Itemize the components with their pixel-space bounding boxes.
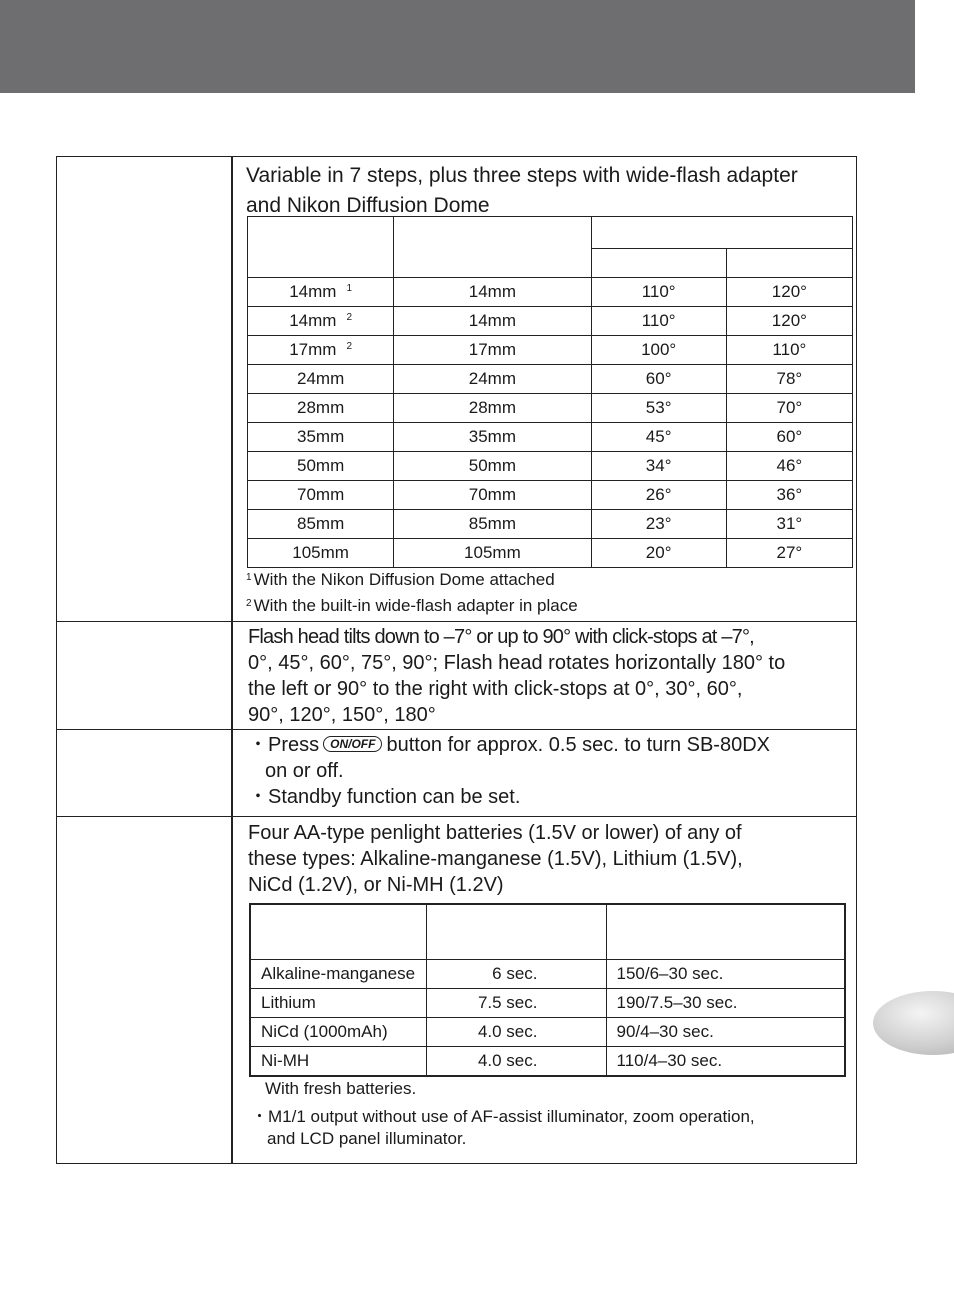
cell [248, 539, 394, 568]
coverage-intro-line: and Nikon Diffusion Dome [246, 194, 490, 217]
coverage-row [248, 481, 853, 510]
cell: 24mm [394, 365, 591, 394]
header-band [0, 0, 915, 93]
coverage-row [248, 394, 853, 423]
cell: 60° [591, 365, 726, 394]
power-line [248, 732, 856, 758]
cell-text: 28mm [297, 398, 345, 417]
cell: 60° [726, 423, 852, 452]
coverage-row [248, 539, 853, 568]
cell: 7.5 sec. [427, 989, 606, 1018]
note-text: M1/1 output without use of AF-assist illuminator, zoom operation, [268, 1107, 755, 1126]
tilt-line: Flash head tilts down to –7° or up to 90° with click-stops at –7°, [248, 626, 754, 648]
standby-line [248, 784, 856, 810]
cell: 35mm [394, 423, 591, 452]
tilt-line: 90°, 120°, 150°, 180° [248, 704, 436, 726]
cell [248, 336, 394, 365]
cell [248, 452, 394, 481]
cell [248, 394, 394, 423]
header-cell [591, 217, 852, 249]
battery-line: these types: Alkaline-manganese (1.5V), Lithium (1.5V), [248, 848, 743, 870]
cell-text: 85mm [297, 514, 345, 533]
cell: 150/6–30 sec. [606, 960, 845, 989]
cell-text: 17mm [289, 340, 337, 359]
battery-description [248, 820, 856, 898]
power-line: on or off. [265, 760, 344, 782]
footnote-ref: 2 [346, 312, 353, 323]
coverage-table [247, 216, 853, 568]
header-cell [394, 217, 591, 278]
header-cell [248, 217, 394, 278]
cell: 28mm [394, 394, 591, 423]
cell: Lithium [250, 989, 427, 1018]
coverage-row [248, 452, 853, 481]
cell-text: 50mm [297, 456, 345, 475]
cell [248, 423, 394, 452]
row-divider [57, 621, 856, 622]
cell: 14mm [394, 278, 591, 307]
footnote-2 [246, 596, 578, 616]
cell: 100° [591, 336, 726, 365]
cell: 90/4–30 sec. [606, 1018, 845, 1047]
cell-text: 35mm [297, 427, 345, 446]
header-cell [591, 249, 726, 278]
cell: 110° [726, 336, 852, 365]
header-cell [726, 249, 852, 278]
cell: 110° [591, 278, 726, 307]
bullet: ・ [248, 734, 268, 756]
coverage-intro-line: Variable in 7 steps, plus three steps with wide-flash adapter [246, 164, 798, 187]
coverage-row [248, 510, 853, 539]
spec-table [56, 156, 857, 1164]
cell: 36° [726, 481, 852, 510]
cell: 23° [591, 510, 726, 539]
coverage-row [248, 423, 853, 452]
cell: 34° [591, 452, 726, 481]
cell: 6 sec. [427, 960, 606, 989]
cell: 85mm [394, 510, 591, 539]
power-description [248, 732, 856, 810]
footnote-text: With the Nikon Diffusion Dome attached [253, 570, 555, 589]
cell [248, 278, 394, 307]
column-divider [231, 157, 233, 1163]
cell [248, 365, 394, 394]
footnote-text: With the built-in wide-flash adapter in place [253, 596, 578, 615]
cell: 4.0 sec. [427, 1018, 606, 1047]
footnote-1 [246, 570, 555, 590]
coverage-header-row [248, 217, 853, 249]
side-tab-marker [873, 991, 954, 1055]
header-cell [250, 904, 427, 960]
row-divider [57, 729, 856, 730]
battery-row [250, 1018, 845, 1047]
tilt-line: 0°, 45°, 60°, 75°, 90°; Flash head rotates horizontally 180° to [248, 652, 786, 674]
cell-text: 105mm [292, 543, 349, 562]
cell: 105mm [394, 539, 591, 568]
cell-text: 14mm [289, 311, 337, 330]
header-cell [427, 904, 606, 960]
cell: 31° [726, 510, 852, 539]
cell [248, 307, 394, 336]
battery-line: NiCd (1.2V), or Ni-MH (1.2V) [248, 874, 504, 896]
cell: 17mm [394, 336, 591, 365]
battery-row [250, 1047, 845, 1077]
battery-line: Four AA-type penlight batteries (1.5V or lower) of any of [248, 822, 742, 844]
power-text: button for approx. 0.5 sec. to turn SB-80DX [386, 734, 770, 756]
cell: Ni-MH [250, 1047, 427, 1077]
tilt-description [248, 624, 856, 728]
cell: 110/4–30 sec. [606, 1047, 845, 1077]
cell [248, 481, 394, 510]
coverage-intro [246, 161, 798, 221]
cell: 45° [591, 423, 726, 452]
cell: NiCd (1000mAh) [250, 1018, 427, 1047]
cell: 70° [726, 394, 852, 423]
battery-note: With fresh batteries. [265, 1079, 417, 1098]
cell: Alkaline-manganese [250, 960, 427, 989]
battery-note-2 [251, 1106, 755, 1150]
cell: 26° [591, 481, 726, 510]
cell: 110° [591, 307, 726, 336]
cell: 78° [726, 365, 852, 394]
cell: 20° [591, 539, 726, 568]
press-label: Press [268, 734, 320, 756]
cell: 120° [726, 307, 852, 336]
footnote-ref: 1 [346, 283, 353, 294]
cell: 70mm [394, 481, 591, 510]
coverage-row [248, 336, 853, 365]
bullet: ・ [251, 1107, 268, 1126]
coverage-row [248, 365, 853, 394]
note-text: and LCD panel illuminator. [267, 1129, 467, 1148]
bullet: ・ [248, 786, 268, 808]
footnote-ref: 2 [346, 341, 353, 352]
coverage-row [248, 307, 853, 336]
cell-text: 70mm [297, 485, 345, 504]
battery-row [250, 989, 845, 1018]
cell: 4.0 sec. [427, 1047, 606, 1077]
cell: 190/7.5–30 sec. [606, 989, 845, 1018]
cell [248, 510, 394, 539]
coverage-row [248, 278, 853, 307]
cell: 120° [726, 278, 852, 307]
footnote-number: 1 [246, 572, 252, 583]
row-divider [57, 816, 856, 817]
cell-text: 24mm [297, 369, 345, 388]
cell: 46° [726, 452, 852, 481]
header-cell [606, 904, 845, 960]
cell: 50mm [394, 452, 591, 481]
tilt-line: the left or 90° to the right with click-stops at 0°, 30°, 60°, [248, 678, 743, 700]
footnote-number: 2 [246, 598, 252, 609]
cell: 53° [591, 394, 726, 423]
cell: 27° [726, 539, 852, 568]
battery-table [249, 903, 846, 1077]
cell: 14mm [394, 307, 591, 336]
battery-header-row [250, 904, 845, 960]
standby-text: Standby function can be set. [268, 786, 521, 808]
cell-text: 14mm [289, 282, 337, 301]
battery-row [250, 960, 845, 989]
on-off-button-icon: ON/OFF [323, 736, 382, 752]
